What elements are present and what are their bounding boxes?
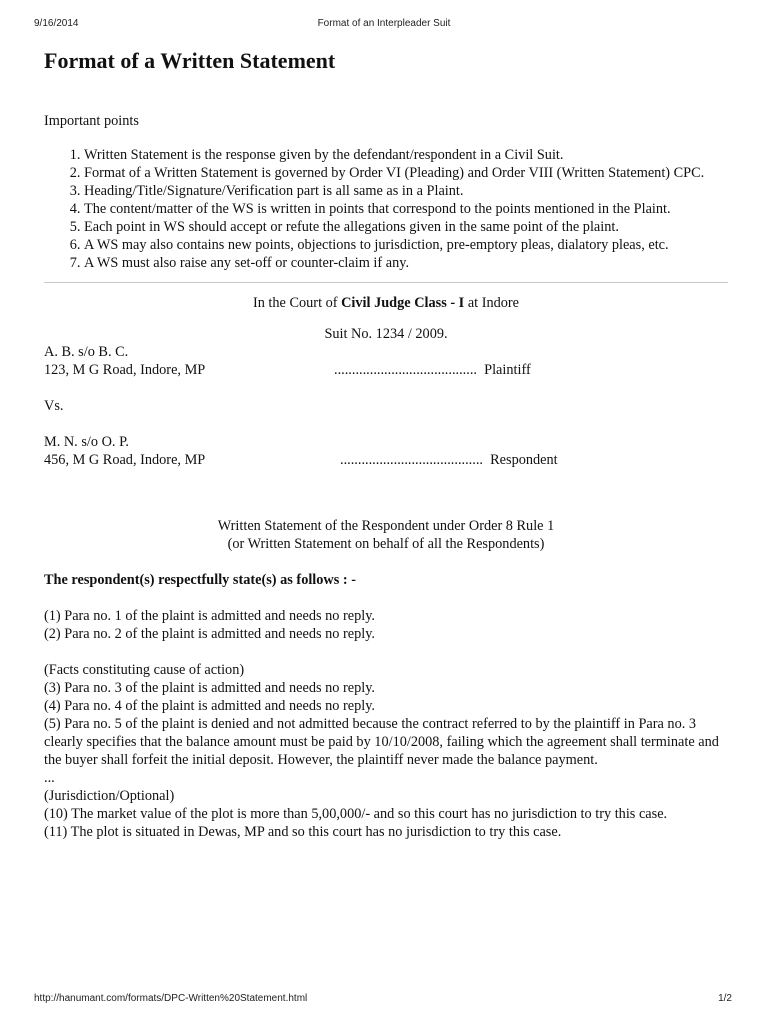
divider xyxy=(44,282,728,283)
print-date: 9/16/2014 xyxy=(34,18,79,29)
court-prefix: In the Court of xyxy=(252,295,342,311)
list-item: 7. A WS must also raise any set-off or counter-claim if any. xyxy=(84,254,728,272)
list-item: 6. A WS may also contains new points, objections to jurisdiction, pre-emptory pleas, dialatory pleas, etc. xyxy=(84,236,728,254)
jurisdiction-heading: (Jurisdiction/Optional) xyxy=(44,788,175,804)
court-suffix: at Indore xyxy=(464,295,520,311)
page-number: 1/2 xyxy=(718,993,732,1004)
list-item: 4. The content/matter of the WS is written in points that correspond to the points mentioned in the Plaint. xyxy=(84,200,728,218)
ellipsis: ... xyxy=(44,770,55,786)
respondent-role: Respondent xyxy=(490,452,558,468)
court-line xyxy=(44,294,728,312)
facts-heading: (Facts constituting cause of action) xyxy=(44,662,245,678)
respondent-name: M. N. s/o O. P. xyxy=(44,434,130,450)
plaintiff-address-line xyxy=(44,361,728,379)
important-points-list xyxy=(44,146,728,272)
court-name: Civil Judge Class - I xyxy=(341,295,465,311)
respondent-address: 456, M G Road, Indore, MP xyxy=(44,452,206,468)
plaintiff-role: Plaintiff xyxy=(484,362,531,378)
ws-heading-line1: Written Statement of the Respondent under Order 8 Rule 1 xyxy=(217,518,555,534)
important-points-label: Important points xyxy=(44,113,139,129)
plaintiff-name: A. B. s/o B. C. xyxy=(44,344,129,360)
plaintiff-dots: ........................................ Plaintiff xyxy=(334,362,531,378)
list-item: 2. Format of a Written Statement is governed by Order VI (Pleading) and Order VIII (Written Statement) CPC. xyxy=(84,164,728,182)
page-title: Format of a Written Statement xyxy=(44,48,336,73)
document-content xyxy=(44,46,728,841)
para-2: (2) Para no. 2 of the plaint is admitted and needs no reply. xyxy=(44,626,375,642)
respondent-dots: ........................................ Respondent xyxy=(340,452,558,468)
respondent-address-line xyxy=(44,451,728,469)
para-1: (1) Para no. 1 of the plaint is admitted and needs no reply. xyxy=(44,608,375,624)
list-item: 5. Each point in WS should accept or refute the allegations given in the same point of the plaint. xyxy=(84,218,728,236)
versus: Vs. xyxy=(44,398,64,414)
para-5: (5) Para no. 5 of the plaint is denied and not admitted because the contract referred to by the plaintiff in Para no. 3 clearly specifies that the balance amount must be paid by 10/10/2008, failing which the agreement shall terminate and the buyer shall forfeit the initial deposit. However, the plaintiff never made the balance payment. xyxy=(44,716,719,768)
para-4: (4) Para no. 4 of the plaint is admitted and needs no reply. xyxy=(44,698,375,714)
ws-heading-line2: (or Written Statement on behalf of all the Respondents) xyxy=(227,536,545,552)
list-item: 3. Heading/Title/Signature/Verification part is all same as in a Plaint. xyxy=(84,182,728,200)
list-item: 1. Written Statement is the response given by the defendant/respondent in a Civil Suit. xyxy=(84,146,728,164)
print-url: http://hanumant.com/formats/DPC-Written%20Statement.html xyxy=(34,993,308,1004)
para-10: (10) The market value of the plot is more than 5,00,000/- and so this court has no jurisdiction to try this case. xyxy=(44,806,668,822)
plaintiff-address: 123, M G Road, Indore, MP xyxy=(44,362,206,378)
respectfully-states: The respondent(s) respectfully state(s) as follows : - xyxy=(44,572,356,588)
para-11: (11) The plot is situated in Dewas, MP and so this court has no jurisdiction to try this case. xyxy=(44,824,562,840)
suit-number: Suit No. 1234 / 2009. xyxy=(324,326,448,342)
print-page-title: Format of an Interpleader Suit xyxy=(317,18,451,29)
para-3: (3) Para no. 3 of the plaint is admitted and needs no reply. xyxy=(44,680,375,696)
